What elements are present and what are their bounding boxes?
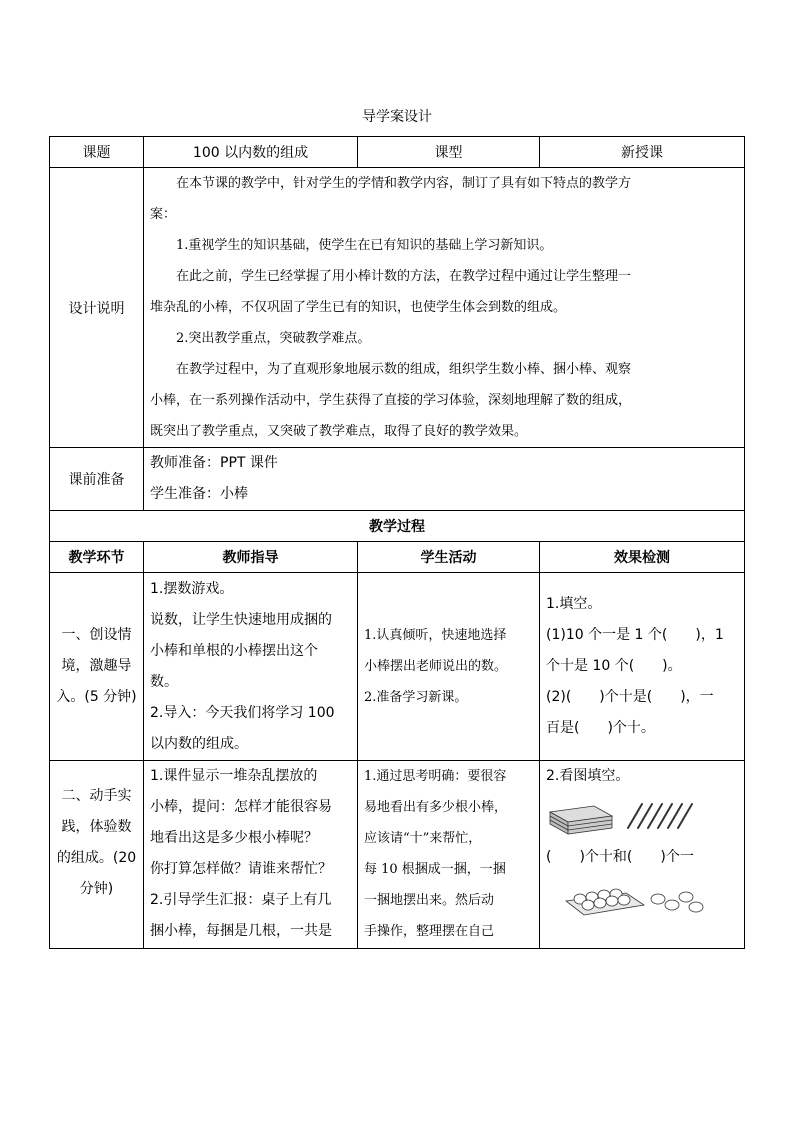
stage1-teacher [144, 573, 358, 761]
text-line: 你打算怎样做？请谁来帮忙？ [150, 861, 332, 877]
text-line: 1.通过思考明确：要很容 [364, 769, 507, 784]
text-line: (1)10 个一是 1 个( )，1 [546, 627, 724, 643]
lesson-plan-table [49, 136, 745, 949]
text-line: 个十是 10 个( )。 [546, 658, 682, 674]
design-line: 小棒，在一系列操作活动中，学生获得了直接的学习体验，深刻地理解了数的组成， [150, 393, 632, 408]
design-line: 既突出了教学重点，又突破了教学难点，取得了良好的教学效果。 [150, 424, 528, 439]
text-line: 易地看出有多少根小棒， [364, 800, 508, 815]
stage-line: 入。(5 分钟) [56, 689, 137, 705]
col-teacher: 教师指导 [144, 542, 358, 573]
stick-bundles-icon [550, 806, 612, 834]
text-line: 数。 [150, 673, 178, 690]
text-line: 一捆地摆出来。然后动 [364, 893, 495, 908]
header-row [50, 137, 745, 168]
text-line: 捆小棒，每捆是几根，一共是 [150, 923, 332, 939]
teacher-prep: 教师准备：PPT 课件 [150, 455, 278, 471]
col-student: 学生活动 [358, 542, 540, 573]
check-fill: ( )个十和( )个一 [546, 849, 694, 865]
process-heading: 教学过程 [50, 511, 745, 542]
single-sticks-icon [628, 804, 692, 828]
student-prep: 学生准备：小棒 [150, 486, 248, 502]
text-line: 1.课件显示一堆杂乱摆放的 [150, 768, 318, 784]
stage-line: 二、动手实 [61, 788, 132, 804]
design-line: 堆杂乱的小棒，不仅巩固了学生已有的知识，也使学生体会到数的组成。 [150, 300, 567, 315]
page-title: 导学案设计 [362, 109, 432, 125]
prep-row [50, 448, 745, 511]
process-heading-row [50, 511, 745, 542]
text-line: 1.认真倾听，快速地选择 [364, 628, 507, 643]
design-row [50, 168, 745, 448]
eggs-illustration [546, 875, 736, 921]
stage2-student [358, 761, 540, 949]
design-line: 在本节课的教学中，针对学生的学情和教学内容，制订了具有如下特点的教学方 [176, 176, 632, 191]
text-line: 地看出这是多少根小棒呢？ [150, 830, 318, 846]
stage-line: 分钟) [79, 881, 114, 897]
label-type: 课型 [358, 137, 540, 168]
design-line: 在教学过程中，为了直观形象地展示数的组成，组织学生数小棒、捆小棒、观察 [176, 362, 632, 377]
prep-content [144, 448, 745, 511]
stage1-row [50, 573, 745, 761]
col-stage: 教学环节 [50, 542, 144, 573]
text-line: 说数，让学生快速地用成捆的 [150, 611, 332, 628]
design-line: 1.重视学生的知识基础，使学生在已有知识的基础上学习新知识。 [176, 238, 553, 253]
prep-label: 课前准备 [50, 448, 144, 511]
design-line: 案： [150, 207, 177, 222]
stage1-student [358, 573, 540, 761]
topic-value: 100 以内数的组成 [144, 137, 358, 168]
text-line: 百是( )个十。 [546, 720, 655, 736]
sticks-illustration [546, 794, 736, 840]
stage1-check [540, 573, 745, 761]
text-line: 以内数的组成。 [150, 735, 248, 752]
text-line: 每 10 根捆成一捆，一捆 [364, 862, 506, 877]
text-line: 2.引导学生汇报：桌子上有几 [150, 892, 332, 908]
text-line: 小棒，提问：怎样才能很容易 [150, 799, 332, 815]
process-columns-row [50, 542, 745, 573]
stage-line: 一、创设情 [61, 627, 132, 643]
text-line: 2.准备学习新课。 [364, 690, 468, 705]
text-line: (2)( )个十是( )，一 [546, 689, 714, 705]
stage-line: 践，体验数 [61, 819, 132, 835]
type-value: 新授课 [540, 137, 745, 168]
design-label: 设计说明 [50, 168, 144, 448]
text-line: 手操作，整理摆在自己 [364, 924, 495, 939]
stage-line: 境，激趣导 [61, 658, 132, 674]
text-line: 小棒摆出老师说出的数。 [364, 659, 508, 674]
label-topic: 课题 [50, 137, 144, 168]
stage1-label [50, 573, 144, 761]
design-line: 在此之前，学生已经掌握了用小棒计数的方法，在教学过程中通过让学生整理一 [176, 269, 632, 284]
stage-line: 的组成。(20 [56, 850, 137, 866]
check-title: 2.看图填空。 [546, 768, 630, 784]
stage2-row [50, 761, 745, 949]
text-line: 1.摆数游戏。 [150, 580, 234, 597]
text-line: 应该请“十”来帮忙， [364, 831, 482, 846]
text-line: 2.导入：今天我们将学习 100 [150, 704, 335, 721]
design-line: 2.突出教学重点，突破教学难点。 [176, 331, 371, 346]
loose-eggs-icon [651, 892, 703, 912]
text-line: 小棒和单根的小棒摆出这个 [150, 642, 318, 659]
text-line: 1.填空。 [546, 596, 602, 612]
design-content [144, 168, 745, 448]
stage2-check [540, 761, 745, 949]
stage2-label [50, 761, 144, 949]
col-check: 效果检测 [540, 542, 745, 573]
egg-carton-icon [566, 889, 644, 915]
stage2-teacher [144, 761, 358, 949]
